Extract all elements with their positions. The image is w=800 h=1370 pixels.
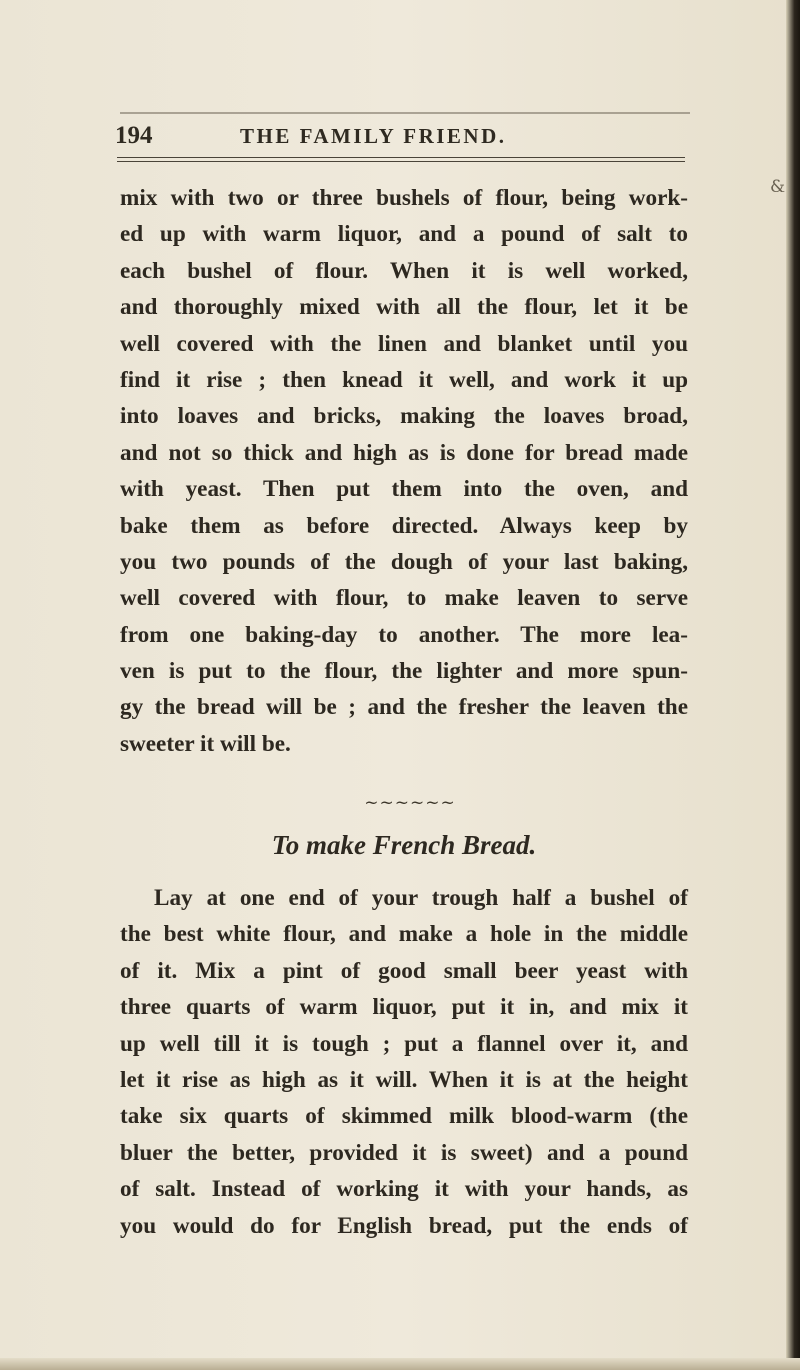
text-line: three quarts of warm liquor, put it in, and mix it — [120, 994, 688, 1021]
page-header — [115, 122, 685, 154]
text-line: sweeter it will be. — [120, 730, 291, 757]
section-title: To make French Bread. — [271, 830, 537, 860]
paragraph-2 — [120, 880, 688, 1244]
text-line: of salt. Instead of working it with your hands, as — [120, 1176, 688, 1203]
text-line: and not so thick and high as is done for bread made — [120, 439, 688, 466]
text-line: with yeast. Then put them into the oven, and — [120, 476, 688, 503]
page-edge-shadow — [786, 0, 800, 1370]
text-line: well covered with the linen and blanket until you — [120, 330, 688, 357]
top-rule — [120, 112, 690, 114]
text-line: into loaves and bricks, making the loaves broad, — [120, 403, 688, 430]
text-line: ed up with warm liquor, and a pound of salt to — [120, 221, 688, 248]
margin-mark: & — [770, 177, 786, 197]
text-line: Lay at one end of your trough half a bushel of — [154, 885, 688, 911]
text-line: you two pounds of the dough of your last baking, — [120, 548, 688, 575]
section-ornament: ~~~~~~ — [364, 793, 456, 813]
text-line: let it rise as high as it will. When it is at the height — [120, 1066, 688, 1093]
page-bottom-edge — [0, 1358, 800, 1370]
text-line: mix with two or three bushels of flour, being work- — [120, 185, 688, 211]
text-line: you would do for English bread, put the ends of — [120, 1212, 688, 1239]
text-line: bluer the better, provided it is sweet) and a pound — [120, 1139, 688, 1166]
text-line: and thoroughly mixed with all the flour, let it be — [120, 294, 688, 321]
text-line: well covered with flour, to make leaven to serve — [120, 585, 688, 612]
text-line: up well till it is tough ; put a flannel over it, and — [120, 1030, 688, 1057]
running-head: THE FAMILY FRIEND. — [240, 124, 507, 148]
text-line: gy the bread will be ; and the fresher the leaven the — [120, 694, 688, 721]
header-rule — [117, 157, 685, 162]
text-line: from one baking-day to another. The more lea- — [120, 621, 688, 648]
text-line: ven is put to the flour, the lighter and more spun- — [120, 658, 688, 685]
text-line: take six quarts of skimmed milk blood-warm (the — [120, 1103, 688, 1130]
text-line: the best white flour, and make a hole in the middle — [120, 921, 688, 948]
text-line: each bushel of flour. When it is well worked, — [120, 257, 688, 284]
text-line: bake them as before directed. Always keep by — [120, 512, 688, 539]
text-line: find it rise ; then knead it well, and work it up — [120, 366, 688, 393]
paragraph-1 — [120, 180, 688, 762]
text-line: of it. Mix a pint of good small beer yeast with — [120, 957, 688, 984]
page-number: 194 — [115, 122, 153, 149]
